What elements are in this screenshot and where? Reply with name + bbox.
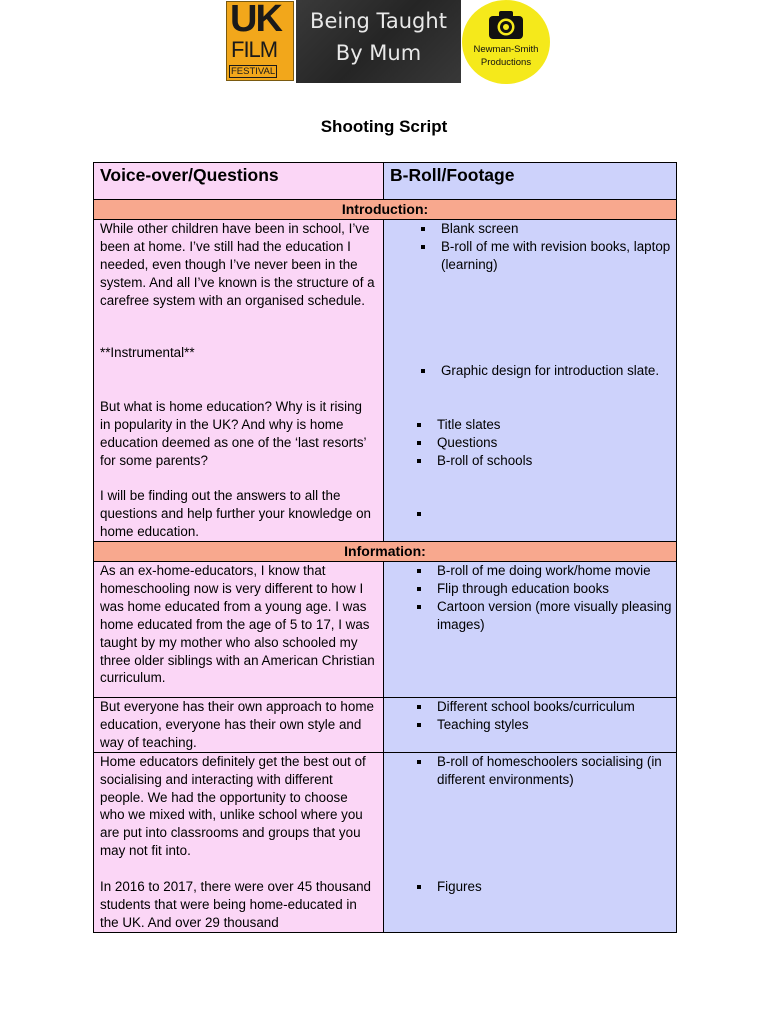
bullet-square-icon [417,459,421,463]
bullet-square-icon [417,885,421,889]
newman-smith-productions-logo [462,0,550,84]
list-item [384,416,676,434]
column-header-broll: B-Roll/Footage [384,163,677,200]
list-item-text: Blank screen [441,221,519,236]
bullet-square-icon [417,423,421,427]
section-row-information [94,542,677,562]
list-item-text: Figures [437,878,482,894]
voice-over-text: But everyone has their own approach to home education, everyone has their own style and way of teaching. [100,699,378,750]
broll-list [388,362,676,380]
voice-over-cell [94,562,384,698]
list-item-text: B-roll of me doing work/home movie [437,563,651,578]
list-item-text: B-roll of homeschoolers socialising (in different environments) [437,753,662,787]
voice-over-text: I will be finding out the answers to all the questions and help further your knowledge on home education. [100,488,375,539]
bullet-square-icon [417,705,421,709]
list-item-text: Different school books/curriculum [437,699,635,714]
broll-list [384,753,676,789]
list-item [384,698,676,716]
list-item-text: B-roll of schools [437,452,533,468]
voice-over-cell [94,698,384,753]
table-row [94,220,677,542]
list-item [384,878,676,896]
shooting-script-table [93,162,677,933]
bullet-square-icon [421,245,425,249]
broll-list [384,878,676,896]
document-title: Shooting Script [320,117,448,136]
list-item [384,716,676,734]
list-item [384,753,676,789]
table-row [94,562,677,698]
section-row-introduction [94,200,677,220]
section-label: Introduction: [94,200,677,220]
list-item [384,562,676,580]
list-item [384,580,676,598]
bullet-square-icon [417,512,421,516]
broll-cell [384,220,677,542]
bullet-square-icon [417,605,421,609]
list-item [384,505,676,523]
list-item [384,434,676,452]
list-item-text: Questions [437,434,498,450]
camera-icon [488,10,524,40]
bullet-square-icon [421,227,425,231]
logo-ns-line-1: Newman-Smith [473,44,539,55]
broll-cell [384,698,677,753]
bullet-square-icon [417,760,421,764]
logo-ns-line-2: Productions [480,57,532,68]
list-item-text: Title slates [437,417,501,432]
list-item [388,238,676,274]
list-item-text: Cartoon version (more visually pleasing images) [437,598,672,632]
uk-film-festival-logo [226,1,294,81]
bullet-square-icon [417,441,421,445]
table-row [94,698,677,753]
broll-list [388,220,676,274]
chalkboard-title-logo [296,0,461,83]
voice-over-text: As an ex-home-educators, I know that homeschooling now is very different to how I was home educated from a young age. I was home educated from the age of 5 to 17, I was taught by my mother who also schooled my three older siblings with an American Christian curriculum. [100,563,379,686]
logo-festival-text: FESTIVAL [231,66,276,77]
list-item [388,220,676,238]
logo-film-text: FILM [231,37,278,62]
voice-over-cell [94,220,384,542]
list-item [388,362,676,380]
table-header-row [94,163,677,200]
list-item-text: Teaching styles [437,716,529,732]
voice-over-text: But what is home education? Why is it rising in popularity in the UK? And why is home education deemed as one of the ‘last resorts’ for some parents? [100,399,370,468]
broll-list [384,698,676,734]
voice-over-text: While other children have been in school, I’ve been at home. I’ve still had the education I needed, even though I’ve never been in the system. And all I’ve known is the structure of a carefree system with an organised schedule. [100,221,379,308]
board-line-2: By Mum [335,41,422,65]
voice-over-cell [94,752,384,932]
list-item-text: Graphic design for introduction slate. [441,363,660,378]
section-label: Information: [94,542,677,562]
bullet-square-icon [417,569,421,573]
list-item [384,452,676,470]
bullet-square-icon [417,723,421,727]
broll-list [384,505,676,523]
list-item-text: B-roll of me with revision books, laptop (learning) [441,238,671,272]
broll-list [384,562,676,634]
bullet-square-icon [417,587,421,591]
voice-over-text: Home educators definitely get the best out of socialising and interacting with different people. We had the opportunity to choose who we mixed with, unlike school where you are put into classrooms and groups that you may not fit into. [100,753,370,859]
list-item-text: Flip through education books [437,580,609,596]
board-line-1: Being Taught [310,9,447,33]
bullet-square-icon [421,369,425,373]
logo-uk-text: UK [230,0,281,40]
list-item [384,598,676,634]
broll-list [384,416,676,470]
column-header-voice-over: Voice-over/Questions [94,163,384,200]
table-row [94,752,677,932]
voice-over-text: **Instrumental** [100,345,195,360]
broll-cell [384,562,677,698]
broll-cell [384,752,677,932]
voice-over-text: In 2016 to 2017, there were over 45 thousand students that were being home-educated in the UK. And over 29 thousand [100,878,375,930]
